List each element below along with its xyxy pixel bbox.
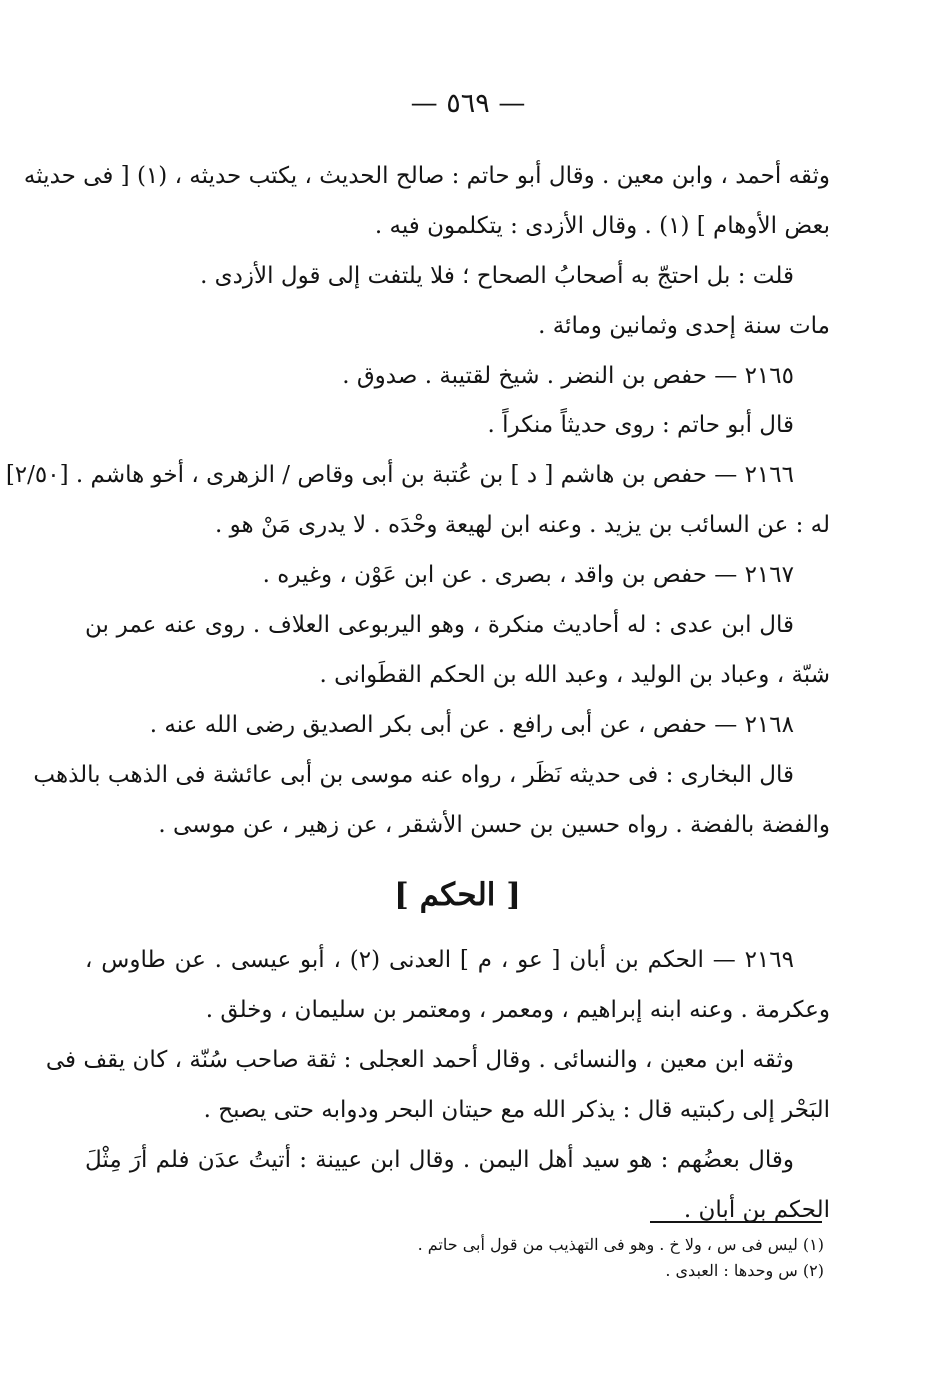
page-number: — ٥٦٩ —: [410, 88, 526, 119]
text-line: وثقه أحمد ، وابن معين . وقال أبو حاتم : صالح الحديث ، يكتب حديثه ، (١) [ فى حديثه: [23, 163, 830, 189]
footnote-divider: [650, 1221, 822, 1223]
text-line: قال أبو حاتم : روى حديثاً منكراً .: [487, 412, 794, 439]
text-line: وقال بعضُهم : هو سيد أهل اليمن . وقال ابن عيينة : أتيتُ عدَن فلم أرَ مِثْلَ: [85, 1147, 794, 1174]
text-line: قلت : بل احتجّ به أصحابُ الصحاح ؛ فلا يلتفت إلى قول الأزدى .: [200, 262, 794, 289]
text-line: الحكم بن أبان .: [683, 1196, 830, 1223]
text-line: والفضة بالفضة . رواه حسين بن حسن الأشقر ، عن زهير ، عن موسى .: [158, 811, 830, 838]
text-line: البَحْر إلى ركبتيه قال : يذكر الله مع حيتان البحر ودوابه حتى يصبح .: [203, 1097, 830, 1124]
main-text: [5, 152, 830, 1236]
footnote-1: (١) ليس فى س ، ولا خ . وهو فى التهذيب من قول أبى حاتم .: [417, 1235, 824, 1254]
entry-2166-heading: ٢١٦٦ — حفص بن هاشم [ د ] بن عُتبة بن أبى وقاص / الزهرى ، أخو هاشم . [٢/٥٠]: [5, 462, 794, 489]
text-line: قال ابن عدى : له أحاديث منكرة ، وهو اليربوعى العلاف . روى عنه عمر بن: [85, 612, 794, 639]
text-line: مات سنة إحدى وثمانين ومائة .: [538, 312, 830, 339]
text-line: بعض الأوهام ] (١) . وقال الأزدى : يتكلمون فيه .: [374, 212, 830, 239]
entry-2169-heading: ٢١٦٩ — الحكم بن أبان [ عو ، م ] العدنى (٢) ، أبو عيسى . عن طاوس ،: [85, 947, 794, 974]
text-line: له : عن السائب بن يزيد . وعنه ابن لهيعة وحْدَه . لا يدرى مَنْ هو .: [215, 512, 830, 539]
section-heading: [ الحكم ]: [394, 877, 521, 914]
entry-2165-heading: ٢١٦٥ — حفص بن النضر . شيخ لقتيبة . صدوق .: [342, 362, 794, 389]
entry-2168-heading: ٢١٦٨ — حفص ، عن أبى رافع . عن أبى بكر الصديق رضى الله عنه .: [149, 711, 794, 738]
text-line: شبّة ، وعباد بن الوليد ، وعبد الله بن الحكم القطَوانى .: [319, 661, 830, 688]
entry-2167-heading: ٢١٦٧ — حفص بن واقد ، بصرى . عن ابن عَوْن ، وغيره .: [262, 562, 794, 589]
text-line: وثقه ابن معين ، والنسائى . وقال أحمد العجلى : ثقة صاحب سُنّة ، كان يقف فى: [45, 1047, 794, 1074]
text-line: قال البخارى : فى حديثه نَظَر ، رواه عنه موسى بن أبى عائشة فى الذهب بالذهب: [33, 761, 794, 788]
text-line: وعكرمة . وعنه ابنه إبراهيم ، ومعمر ، ومعتمر بن سليمان ، وخلق .: [205, 997, 830, 1024]
footnotes: [224, 1232, 824, 1284]
footnote-2: (٢) س وحدها : العبدى .: [665, 1261, 824, 1280]
